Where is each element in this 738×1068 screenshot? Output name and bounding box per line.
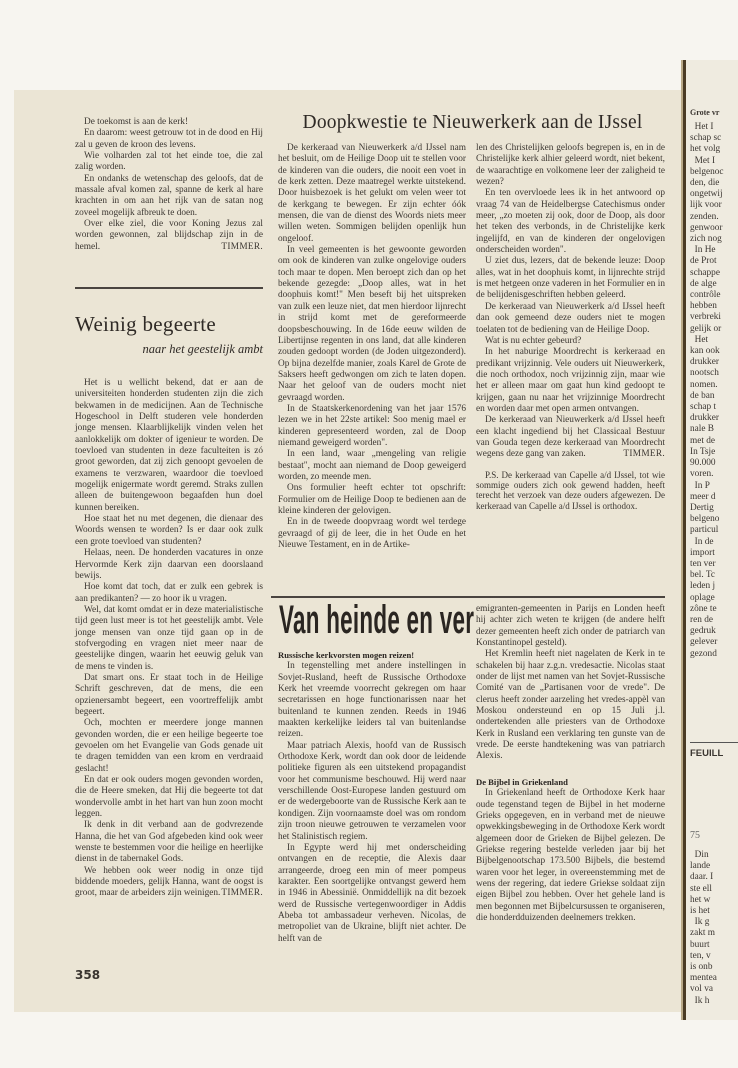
text-line: voren. [690, 469, 714, 480]
paragraph: De kerkeraad van Nieuwerkerk a/d IJssel nam het besluit, om de Heilige Doop uit te stellen voor de kinderen van die ouders, die nooit een voet in de kerk zetten. Deze maatregel werkte uitstekend. Door huisbezoek is het gelukt om velen weer tot de kerkgang te bewegen. Er zijn echter óók mensen, die van de dienst des Woords niets meer willen weten. Sommigen belijden openlijk hun ongeloof. [278, 143, 466, 244]
text-line: genwoor [690, 222, 723, 233]
paragraph: In het naburige Moordrecht is kerkeraad en predikant vrijzinnig. Vele ouders uit Nieuwerkerk, die noch orthodox, noch vrijzinnig zijn, maar wie het er alleen maar om gaat hun kind gedoopt te krijgen, gaan nu naar het vrijzinnige Moordrecht en worden daar met open armen ontvangen. [476, 347, 665, 414]
text-line: gelever [690, 637, 718, 648]
text-line: het w [690, 894, 711, 905]
paragraph: Het Kremlin heeft niet nagelaten de Kerk in te schakelen bij haar z.g.n. vredesactie. Nicolas staat onder de lijst met namen van het Sovjet-Russische Comité van de „Partisanen voor de vrede". De clerus heeft zonder aarzeling het vredes-appèl van Moskou ondersteund en op 15 Juli j.l. ondertekenden alle priesters van de Orthodoxe Kerk in Rusland een verklaring ten gunste van de vrede. De eerste handtekening was van patriarch Alexis. [476, 649, 665, 762]
text-line: is het [690, 906, 710, 917]
text-line: 90.000 [690, 458, 716, 469]
text-line: schap sc [690, 133, 722, 144]
paragraph: Wel, dat komt omdat er in deze materialistische tijd geen lust meer is tot het geestelijk ambt. Vele jonge mensen van onze tijd gaan op in de stofvergoding en vragen niet meer naar de geestelijke dingen, waarin het eeuwig geluk van de mens te vinden is. [75, 604, 263, 672]
doopkwestie-column-2 [476, 143, 665, 511]
text-line: schappe [690, 267, 720, 278]
divider [690, 742, 738, 743]
article-subtitle: naar het geestelijk ambt [142, 342, 263, 356]
text-line: lande [690, 861, 711, 872]
van-heinde-column-2 [476, 604, 665, 924]
text-line: de ban [690, 390, 715, 401]
text-line: gedruk [690, 626, 716, 637]
paragraph: Wat is nu echter gebeurd? [485, 335, 582, 346]
text-line: belgenoc [690, 166, 724, 177]
text-line: het volg [690, 144, 721, 155]
text-line: bel. Tc [690, 570, 715, 581]
text-line: is onb [690, 962, 713, 973]
paragraph: U ziet dus, lezers, dat de bekende leuze: Doop alles, wat in het doophuis komt, in lijnrechte strijd is met hetgeen onze vaderen in het Formulier en in de belijdenisgeschriften hebben geleerd. [476, 256, 665, 301]
paragraph: De kerkeraad van Nieuwerkerk a/d IJssel heeft dan ook gemeend deze ouders niet te mogen toelaten tot de bediening van de Heilige Doop. [476, 301, 665, 335]
text-line: de Prot [690, 256, 717, 267]
paragraph: Hoe staat het nu met degenen, die dienaar des Woords wensen te worden? Is er daar ook zulk een grote toevloed van studenten? [75, 514, 263, 547]
text-line: In de [690, 536, 714, 547]
paragraph: In de Staatskerkenordening van het jaar 1576 lezen we in het 22ste artikel: Soo menig mael er kinderen gepresenteerd worden, zal de Doop niemand geweigerd worden". [278, 403, 466, 448]
article-title-weinig-begeerte: Weinig begeerte [75, 312, 216, 336]
adjacent-page-number: 75 [690, 830, 700, 841]
text-line: Het [690, 334, 709, 345]
text-line: meer d [690, 491, 716, 502]
text-line: nomen. [690, 379, 718, 390]
article-title-doopkwestie: Doopkwestie te Nieuwerkerk aan de IJssel [302, 112, 643, 133]
divider [75, 287, 263, 289]
text-line: daar. I [690, 872, 714, 883]
postscript: P.S. De kerkeraad van Capelle a/d IJssel, tot wie sommige ouders zich ook gewend hadden, heeft terecht het verzoek van deze ouders afgewezen. De kerkeraad van Capelle a/d IJssel is orthodox. [476, 469, 665, 511]
text-line: ren de [690, 614, 713, 625]
text-line: Din [690, 850, 709, 860]
adjacent-heading: Grote vr [690, 108, 720, 117]
text-line: ongetwij [690, 189, 723, 200]
paragraph: In een land, waar „mengeling van religie bestaat", mocht aan niemand de Doop geweigerd worden, zo meende men. [278, 449, 466, 482]
subheading: Russische kerkvorsten mogen reizen! [278, 650, 415, 660]
text-line: drukker [690, 413, 719, 424]
signature: TIMMER. [221, 888, 263, 899]
paragraph: We hebben ook weer nodig in onze tijd biddende moeders, gelijk Hanna, want de oogst is groot, maar de arbeiders zijn weinigen. [75, 865, 263, 899]
text-line: gelijk or [690, 323, 722, 334]
text-line: hebben [690, 301, 717, 312]
paragraph: Wie volharden zal tot het einde toe, die zal zalig worden. [75, 151, 263, 173]
paragraph: Ik denk in dit verband aan de godvrezende Hanna, die het van God afgebeden kind ook weer wenste te bestemmen voor die heilige en heerlijke dienst in de tabernakel Gods. [75, 820, 263, 865]
text-line: In He [690, 245, 716, 256]
paragraph: Over elke ziel, die voor Koning Jezus zal worden gewonnen, zal blijdschap zijn in de hemel. [75, 219, 263, 252]
page-number: 358 [75, 968, 101, 982]
adjacent-page [686, 60, 738, 1020]
text-line: zenden. [690, 211, 719, 222]
signature: TIMMER. [623, 449, 665, 460]
paragraph: In Griekenland heeft de Orthodoxe Kerk haar oude tegenstand tegen de Bijbel in het moderne Grieks opgegeven, en in verband met de nieuwe opwekkingsbeweging in de Orthodoxe Kerk wordt algemeen door de Grieken de Bijbel gelezen. De Griekse regering bestelde verleden jaar bij het Bijbelgenootschap 173.500 Bijbels, die bestemd waren voor het leger, in overeenstemming met de wens der regering, dat iedere Griekse soldaat zijn eigen Bijbel zou hebben. Over het gehele land is men begonnen met Bijbelcursussen te organiseren, die honderdduizenden deelnemers trekken. [476, 788, 665, 923]
paragraph: De toekomst is aan de kerk! [84, 117, 189, 127]
text-line: Het I [690, 122, 714, 132]
text-line: schap t [690, 402, 717, 413]
text-line: verbreki [690, 312, 721, 323]
signature: TIMMER. [221, 241, 263, 252]
paragraph: Och, mochten er meerdere jonge mannen gevonden worden, die er een heilige begeerte toe gevoelen om het Evangelie van Gods genade uit te dragen temidden van een krom en verdraaid geslacht! [75, 718, 263, 774]
paragraph: En ten overvloede lees ik in het antwoord op vraag 74 van de Heidelbergse Catechismus onder meer, „zo moeten zij ook, door de Doop, als door het teken des verbonds, in de Christelijke kerk ingelijfd, en van de kinderen der ongelovigen onderscheiden worden". [476, 188, 665, 256]
text-line: leden j [690, 581, 716, 592]
paragraph-continuation: emigranten-gemeenten in Parijs en Londen heeft hij achter zich weten te krijgen (de andere helft dezer gemeenten heeft zich onder de patriarch van Konstantinopel gesteld). [476, 604, 665, 649]
text-line: nale B [690, 424, 715, 435]
text-line: Met I [690, 155, 716, 166]
text-line: zakt m [690, 928, 716, 939]
paragraph: Ons formulier heeft echter tot opschrift: Formulier om de Heilige Doop te bedienen aan de kleine kinderen der gelovigen. [278, 483, 466, 516]
paragraph: Dat smart ons. Er staat toch in de Heilige Schrift geschreven, dat de mens, die een opzienersambt begeert, een voortreffelijk ambt begeert. [75, 672, 263, 717]
paragraph: De kerkeraad van Nieuwerkerk a/d IJssel heeft een klacht ingediend bij het Classicaal Bestuur van Gouda tegen deze kerkeraad van Moordrecht wegens deze gang van zaken. [476, 415, 665, 460]
text-line: mentea [690, 973, 717, 984]
text-line: buurt [690, 939, 710, 950]
subheading: De Bijbel in Griekenland [476, 776, 568, 787]
text-line: ten, v [690, 950, 711, 961]
text-line: ste ell [690, 883, 712, 894]
text-line: zône te [690, 603, 717, 614]
text-line: particul [690, 525, 719, 536]
paragraph: In tegenstelling met andere instellingen in Sovjet-Rusland, heeft de Russische Orthodoxe Kerk het vreemde voorrecht gekregen om haar secretarissen en hoge functionarissen naar het buitenland te kunnen zenden. Reeds in 1946 maakten kerkelijke leiders tal van buitenlandse reizen. [278, 661, 466, 740]
text-line: import [690, 547, 715, 558]
text-line: gezond [690, 648, 717, 659]
text-line: kan ook [690, 346, 720, 357]
section-title-van-heinde-en-ver: Van heinde en ver [279, 598, 475, 642]
paragraph: In Egypte werd hij met onderscheiding ontvangen en de receptie, die Alexis daar arrangeerde, droeg een min of meer pompeus karakter. Een soortgelijke ontvangst gewerd hem in 1946 in Abessinië. Onmiddellijk na dit bezoek werd de Russische vertegenwoordiger in Addis Abeba tot ambassadeur verheven. Nicolas, de metropoliet van de Ukraine, blijft niet achter. De helft van de [278, 842, 466, 944]
paragraph: Helaas, neen. De honderden vacatures in onze Hervormde Kerk zijn daarvan een doorslaand bewijs. [75, 548, 263, 581]
text-line: den, die [690, 178, 720, 189]
paragraph: En daarom: weest getrouw tot in de dood en Hij zal u geven de kroon des levens. [75, 128, 263, 150]
paragraph-continuation: len des Christelijken geloofs begrepen is, en in de Christelijke kerk alhier geleerd wordt, niet bekent, de waarachtige en volkomene leer der zaligheid te wezen? [476, 143, 665, 188]
text-line: vol va [690, 984, 713, 995]
weinig-begeerte-body [75, 378, 263, 900]
text-line: zich nog [690, 234, 722, 245]
paragraph: En dat er ook ouders mogen gevonden worden, die de Heere smeken, dat Hij die begeerte tot dat wondervolle ambt in het hart van hun zoon mocht leggen. [75, 775, 263, 820]
text-line: met de [690, 435, 716, 446]
text-line: oplage [690, 592, 715, 603]
text-line: lijk voor [690, 200, 722, 211]
text-line: Ik h [690, 995, 710, 1006]
paragraph: Maar patriach Alexis, hoofd van de Russisch Orthodoxe Kerk, wordt dan ook door de leidende politieke figuren als een uitstekend propagandist voor het communisme beschouwd. Hij werd naar verschillende Oost-Europese landen gestuurd om er de wedergeboorte van de Russische Kerk aan te kondigen. Zijn voornaamste doel was om rondom zijn troon nieuwe getrouwen te verzamelen voor het Stalinistisch regiem. [278, 740, 466, 842]
paragraph: En ondanks de wetenschap des geloofs, dat de massale afval komen zal, spanne de kerk al hare krachten in om aan het rijk van de satan nog zoveel mogelijk afbreuk te doen. [75, 173, 263, 218]
doopkwestie-column-1 [278, 143, 466, 551]
text-line: contrôle [690, 290, 721, 301]
left-intro-article [75, 117, 263, 253]
text-line: nootsch [690, 368, 719, 379]
text-line: drukker [690, 357, 719, 368]
paragraph: Hoe komt dat toch, dat er zulk een gebrek is aan predikanten? — zo hoor ik u vragen. [75, 582, 263, 604]
feuilleton-label: FEUILL [690, 748, 724, 759]
text-line: belgeno [690, 514, 720, 525]
van-heinde-column-1 [278, 650, 466, 945]
text-line: Ik g [690, 917, 710, 928]
text-line: de alge [690, 278, 717, 289]
text-line: In P [690, 480, 710, 491]
paragraph: En in de tweede doopvraag wordt wel terdege gevraagd of gij de leer, die in het Oude en het Nieuwe Testament, en in de Artike- [278, 517, 466, 551]
text-line: ten ver [690, 558, 716, 569]
text-line: Dertig [690, 502, 714, 513]
text-line: In Tsje [690, 446, 716, 457]
paragraph: In veel gemeenten is het gewoonte geworden om ook de kinderen van zulke ongelovige ouders toch maar te dopen. Men beroept zich dan op het bekende gezegde: „Doop alles, wat in het doophuis komt!" Men beseft bij het uitspreken van zulk een leuze niet, dat men hierdoor lijnrecht in strijd komt met de gereformeerde doopsbeschouwing. In de 16de eeuw wilden de Libertijnse regenten in ons land, dat alle kinderen zouden gedoopt worden (de Joden uitgezonderd). Op bijna dezelfde manier, zoals Karel de Grote de Saksers heeft gedwongen om zich te laten dopen. Naar het geloof van de ouders mocht niet gevraagd worden. [278, 245, 466, 403]
paragraph: Het is u wellicht bekend, dat er aan de universiteiten honderden studenten zijn die zich bekwamen in de medicijnen. Aan de Technische Hogeschool in Delft studeren vele honderden jonge mensen. Klaarblijkelijk vinden velen het aanlokkelijk om dokter of igenieur te worden. De toevloed van studenten in deze faculteiten is zó groot geworden, dat zij zich genoopt gevoelen de examens te verzwaren, waardoor die toevloed mogelijk enigermate wordt geremd. Straks zullen alleen de buitengewoon begaafden hun doel kunnen bereiken. [75, 378, 263, 513]
